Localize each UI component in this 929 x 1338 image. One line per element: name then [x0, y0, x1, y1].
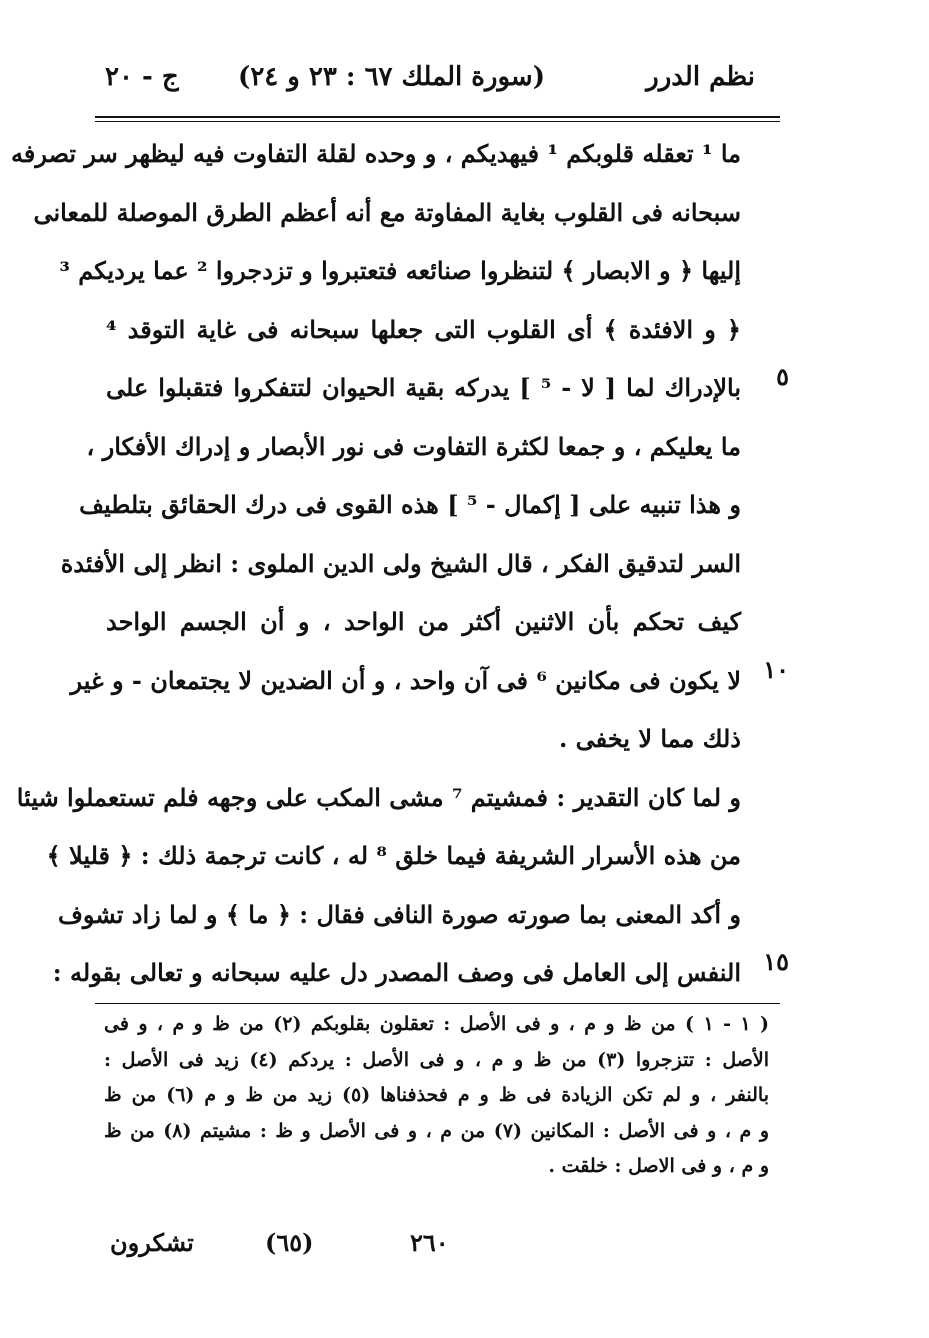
text-line-1: ما ¹ تعقله قلوبكم ¹ فيهديكم ، و وحده لقلة التفاوت فيه ليظهر سر تصرفه: [10, 139, 741, 168]
text-line-15: النفس إلى العامل فى وصف المصدر دل عليه سبحانه و تعالى بقوله :: [52, 958, 741, 987]
text-line-9: كيف تحكم بأن الاثنين أكثر من الواحد ، و أن الجسم الواحد: [106, 607, 742, 636]
running-header: [95, 62, 755, 106]
line-number-10: ١٠: [763, 655, 789, 684]
footnotes: [104, 1007, 769, 1185]
footnote-rule: [95, 1003, 780, 1004]
text-line-3: إليها ﴿ و الابصار ﴾ لتنظروا صنائعه فتعتبروا و تزدجروا ² عما يرديكم ³: [59, 256, 741, 285]
text-line-14: و أكد المعنى بما صورته صورة النافى فقال : ﴿ ما ﴾ و لما زاد تشوف: [58, 899, 741, 929]
line-number-15: ١٥: [763, 947, 789, 976]
sura-number: (٦٥): [265, 1228, 314, 1257]
text-line-6: ما يعليكم ، و جمعا لكثرة التفاوت فى نور الأبصار و إدراك الأفكار ،: [86, 431, 741, 461]
text-line-11: ذلك مما لا يخفى .: [558, 724, 741, 753]
text-line-10: لا يكون فى مكانين ⁶ فى آن واحد ، و أن الضدين لا يجتمعان - و غير: [70, 665, 741, 695]
text-line-8: السر لتدقيق الفكر ، قال الشيخ ولى الدين الملوى : انظر إلى الأفئدة: [60, 548, 741, 578]
text-line-12: و لما كان التقدير : فمشيتم ⁷ مشى المكب على وجهه فلم تستعملوا شيئا: [16, 782, 741, 812]
footnote-line-4: و م ، و فى الأصل : المكانين (٧) من م ، و فى الأصل و ظ : مشيتم (٨) من ظ: [104, 1119, 769, 1142]
header-rule-thin: [95, 121, 780, 122]
footnote-line-3: بالنفر ، و لم تكن الزيادة فى ظ و م فحذفناها (٥) زيد من ظ و م (٦) من ظ: [104, 1084, 770, 1106]
main-text: [10, 125, 742, 1003]
text-line-13: من هذه الأسرار الشريفة فيما خلق ⁸ له ، كانت ترجمة ذلك : ﴿ قليلا ﴾: [46, 841, 741, 870]
part-number: ج - ٢٠: [105, 62, 179, 92]
sura-reference: (سورة الملك ٦٧ : ٢٣ و ٢٤): [238, 62, 545, 92]
header-rule-thick: [95, 116, 780, 118]
catchword: تشكرون: [110, 1228, 194, 1257]
footnote-line-1: ( ١ - ١ ) من ظ و م ، و فى الأصل : تعقلون بقلوبكم (٢) من ظ و م ، و فى: [104, 1013, 769, 1035]
line-number-5: ٥: [776, 362, 789, 391]
text-line-2: سبحانه فى القلوب بغاية المفاوتة مع أنه أعظم الطرق الموصلة للمعانى: [33, 197, 741, 227]
book-title: نظم الدرر: [646, 62, 755, 92]
footnote-line-5: و م ، و فى الاصل : خلقت .: [548, 1155, 769, 1177]
footnote-line-2: الأصل : تتزجروا (٣) من ظ و م ، و فى الأصل : يردكم (٤) زيد فى الأصل :: [104, 1048, 769, 1071]
page-footer: [110, 1228, 610, 1268]
text-line-4: ﴿ و الافئدة ﴾ أى القلوب التى جعلها سبحانه فى غاية التوقد ⁴: [106, 314, 741, 344]
text-line-7: و هذا تنبيه على [ إكمال - ⁵ ] هذه القوى فى درك الحقائق بتلطيف: [79, 490, 741, 519]
text-line-5: بالإدراك لما [ لا - ⁵ ] يدركه بقية الحيوان لتتفكروا فتقبلوا على: [106, 373, 741, 402]
page-number: ٢٦٠: [410, 1228, 449, 1257]
